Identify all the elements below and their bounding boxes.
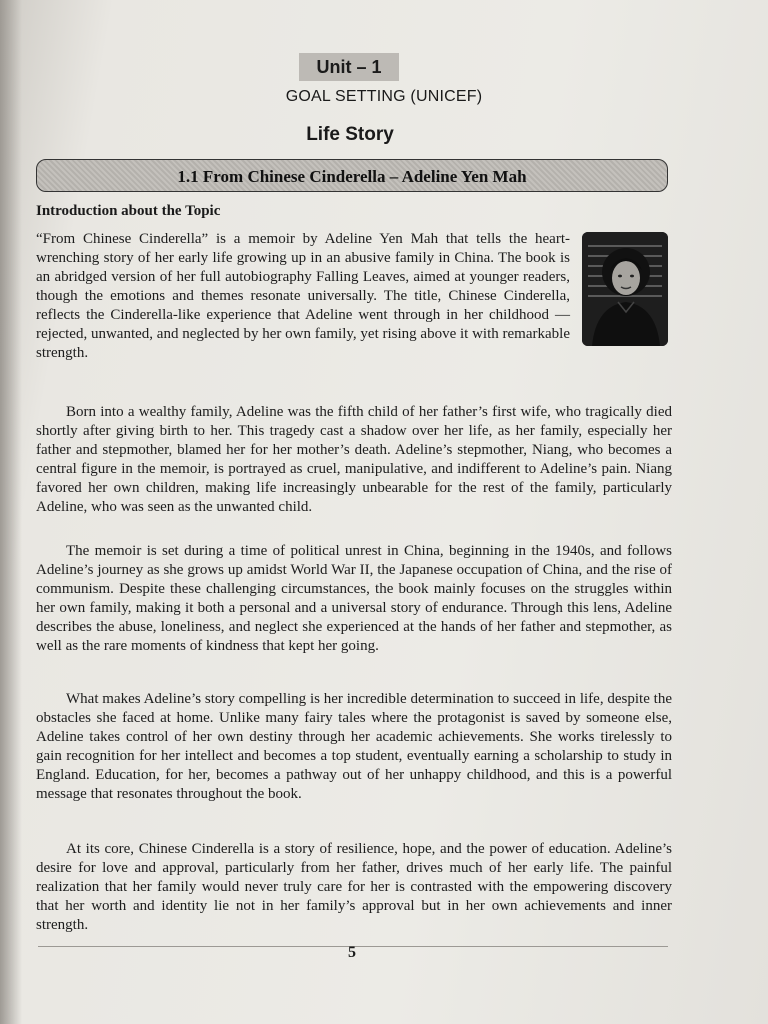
intro-paragraph: “From Chinese Cinderella” is a memoir by Adeline Yen Mah that tells the heart-wrenching story of her early life growing up in an abusive family in China. The book is an abridged version of her full autobiography Falling Leaves, aimed at younger readers, though the emotions and themes resonate universally. The title, Chinese Cinderella, reflects the Cinderella-like experience that Adeline went through in her childhood — rejected, unwanted, and neglected by her own family, yet rising above it with remarkable strength.: [36, 231, 570, 361]
author-portrait-graphic: [582, 232, 668, 346]
unit-label: Unit – 1: [299, 53, 399, 81]
body-paragraph-1: Born into a wealthy family, Adeline was the fifth child of her father’s first wife, who tragically died shortly after giving birth to her. This tragedy cast a shadow over her life, as her family, especially her father and stepmother, blamed her for her mother’s death. Adeline’s stepmother, Niang, who becomes a central figure in the memoir, is portrayed as cruel, manipulative, and indifferent to Adeline’s pain. Niang favored her own children, making life increasingly unbearable for the rest of the family, particularly Adeline, who was seen as the unwanted child.: [36, 404, 672, 515]
section-title: Life Story: [306, 124, 394, 145]
author-portrait: [582, 232, 668, 346]
body-paragraph-2: The memoir is set during a time of political unrest in China, beginning in the 1940s, and follows Adeline’s journey as she grows up amidst World War II, the Japanese occupation of China, and the rise of communism. Despite these challenging circumstances, the book mainly focuses on the struggles within her own family, making it both a personal and a universal story of endurance. Through this lens, Adeline describes the abuse, loneliness, and neglect she experienced at the hands of her father and stepmother, as well as the rare moments of kindness that kept her going.: [36, 543, 672, 654]
chapter-banner: 1.1 From Chinese Cinderella – Adeline Yen Mah: [36, 159, 668, 192]
page-number: 5: [348, 944, 356, 961]
intro-heading: Introduction about the Topic: [36, 203, 221, 219]
body-paragraph-3: What makes Adeline’s story compelling is her incredible determination to succeed in life, despite the obstacles she faced at home. Unlike many fairy tales where the protagonist is saved by someone else, Adeline takes control of her own destiny through her academic achievements. She works tirelessly to gain recognition for her intellect and becomes a top student, eventually earning a scholarship to study in England. Education, for her, becomes a pathway out of her unhappy childhood, and this is a powerful message that resonates throughout the book.: [36, 691, 672, 802]
goal-title: GOAL SETTING (UNICEF): [285, 88, 483, 105]
body-paragraph-4: At its core, Chinese Cinderella is a story of resilience, hope, and the power of education. Adeline’s desire for love and approval, particularly from her father, drives much of her early life. The painful realization that her family would never truly care for her is contrasted with the empowering discovery that her worth and identity lie not in her family’s approval but in her own achievements and inner strength.: [36, 841, 672, 933]
